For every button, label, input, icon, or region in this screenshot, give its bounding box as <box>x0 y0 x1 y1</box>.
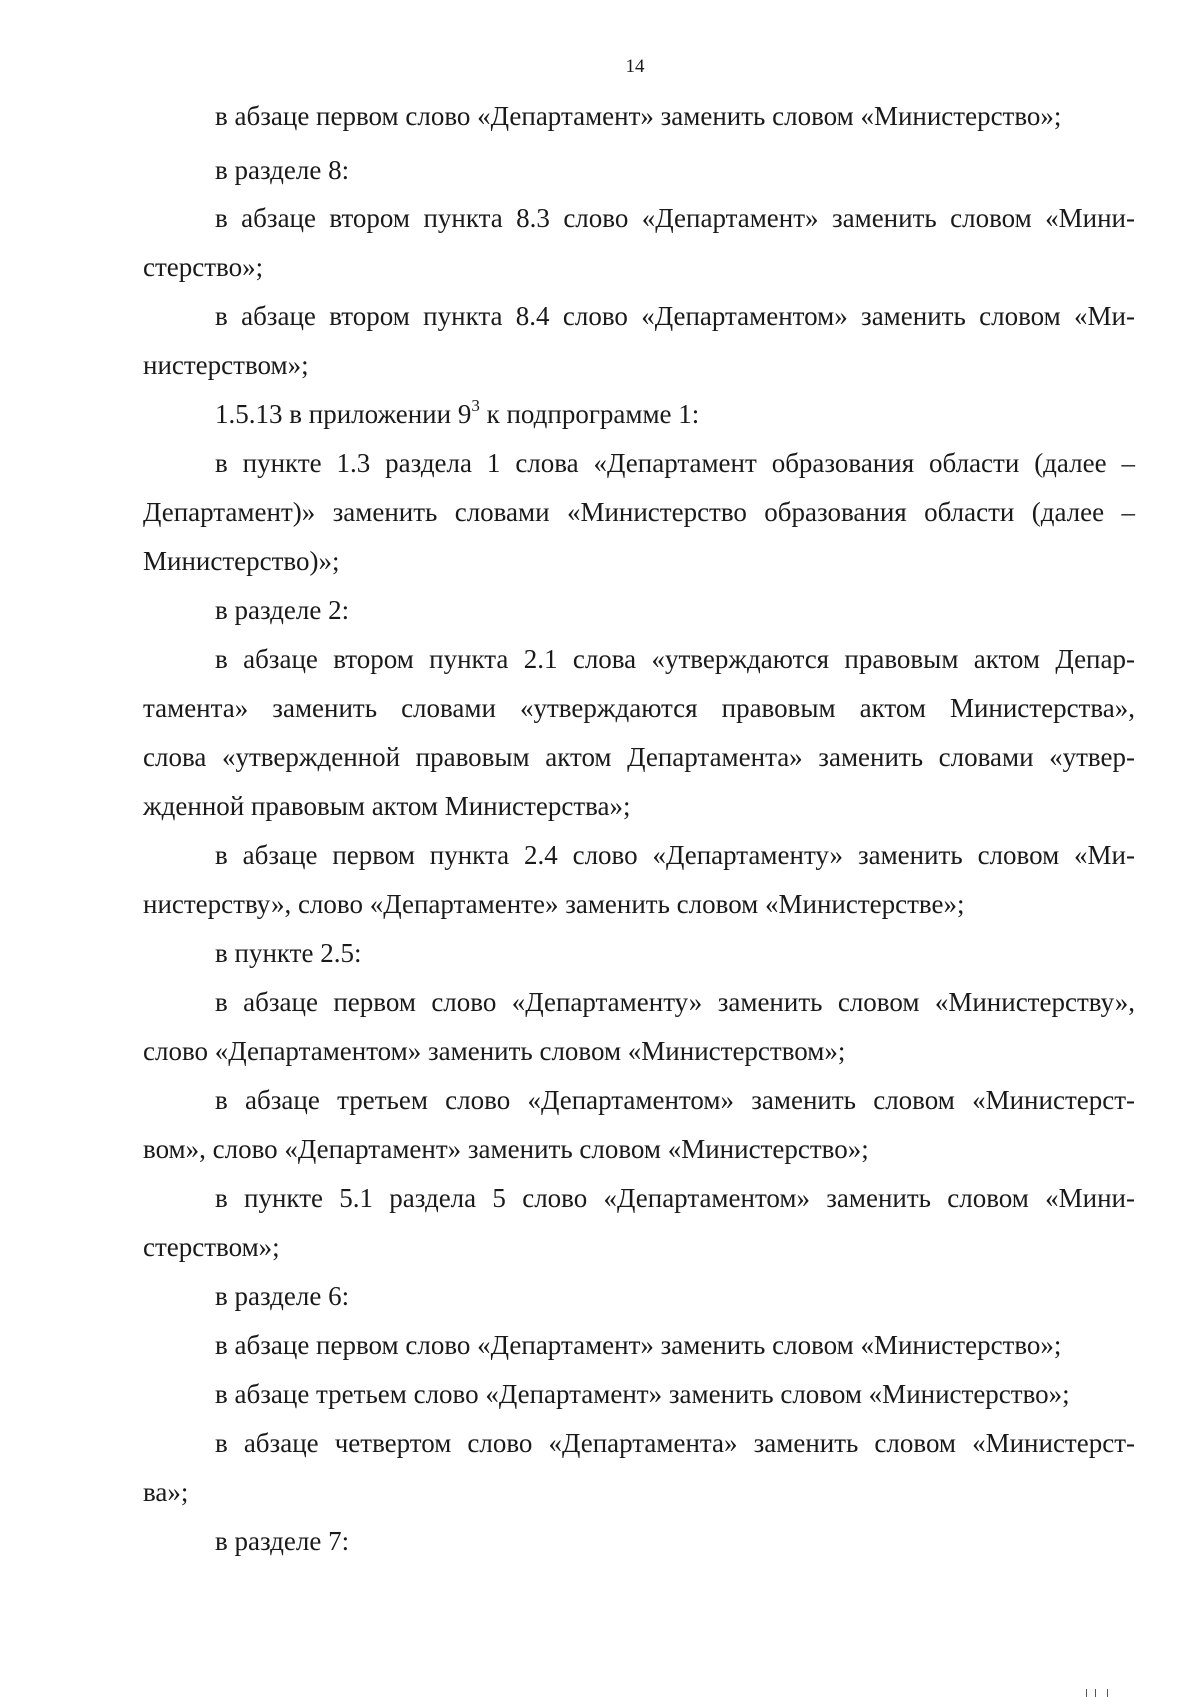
text-line: в абзаце втором пункта 8.3 слово «Департамент» заменить словом «Мини- <box>215 203 1135 233</box>
text-line: стерство»; <box>143 252 264 282</box>
text-line: в абзаце втором пункта 2.1 слова «утверждаются правовым актом Депар- <box>215 644 1135 674</box>
text-line: в пункте 1.3 раздела 1 слова «Департамент образования области (далее – <box>215 448 1135 478</box>
text-line: в абзаце первом слово «Департамент» заменить словом «Министерство»; <box>215 101 1062 131</box>
text-line: в абзаце первом пункта 2.4 слово «Департаменту» заменить словом «Ми- <box>215 840 1135 870</box>
text-line: ва»; <box>143 1477 189 1507</box>
text-line: в абзаце четвертом слово «Департамента» заменить словом «Министерст- <box>215 1428 1135 1458</box>
text-line: тамента» заменить словами «утверждаются правовым актом Министерства», <box>143 693 1135 723</box>
superscript: 3 <box>471 396 480 415</box>
text-line: нистерством»; <box>143 350 309 380</box>
text-line: Министерство)»; <box>143 546 340 576</box>
text-line: стерством»; <box>143 1232 280 1262</box>
text-line: в разделе 8: <box>215 155 350 185</box>
text-line: жденной правовым актом Министерства»; <box>143 791 631 821</box>
text-line: нистерству», слово «Департаменте» заменить словом «Министерстве»; <box>143 889 965 919</box>
text-line: в абзаце первом слово «Департаменту» заменить словом «Министерству», <box>215 987 1135 1017</box>
text-line <box>215 398 699 430</box>
page-number: 14 <box>625 56 645 77</box>
text-line: в абзаце третьем слово «Департамент» заменить словом «Министерство»; <box>215 1379 1070 1409</box>
text-line: слово «Департаментом» заменить словом «Министерством»; <box>143 1036 846 1066</box>
text-line: в пункте 5.1 раздела 5 слово «Департаментом» заменить словом «Мини- <box>215 1183 1135 1213</box>
text-fragment: к подпрограмме 1: <box>486 399 700 429</box>
text-line: в абзаце первом слово «Департамент» заменить словом «Министерство»; <box>215 1330 1062 1360</box>
scan-mark <box>1086 1689 1108 1697</box>
text-line: вом», слово «Департамент» заменить словом «Министерство»; <box>143 1134 869 1164</box>
text-line: в разделе 2: <box>215 595 350 625</box>
text-line: в абзаце третьем слово «Департаментом» заменить словом «Министерст- <box>215 1085 1135 1115</box>
text-line: Департамент)» заменить словами «Министерство образования области (далее – <box>143 497 1135 527</box>
text-fragment: 1.5.13 в приложении 9 <box>215 399 472 429</box>
text-line: в абзаце втором пункта 8.4 слово «Департаментом» заменить словом «Ми- <box>215 301 1135 331</box>
text-line: в пункте 2.5: <box>215 938 362 968</box>
text-line: в разделе 6: <box>215 1281 350 1311</box>
text-line: слова «утвержденной правовым актом Департамента» заменить словами «утвер- <box>143 742 1135 772</box>
text-line: в разделе 7: <box>215 1526 350 1556</box>
